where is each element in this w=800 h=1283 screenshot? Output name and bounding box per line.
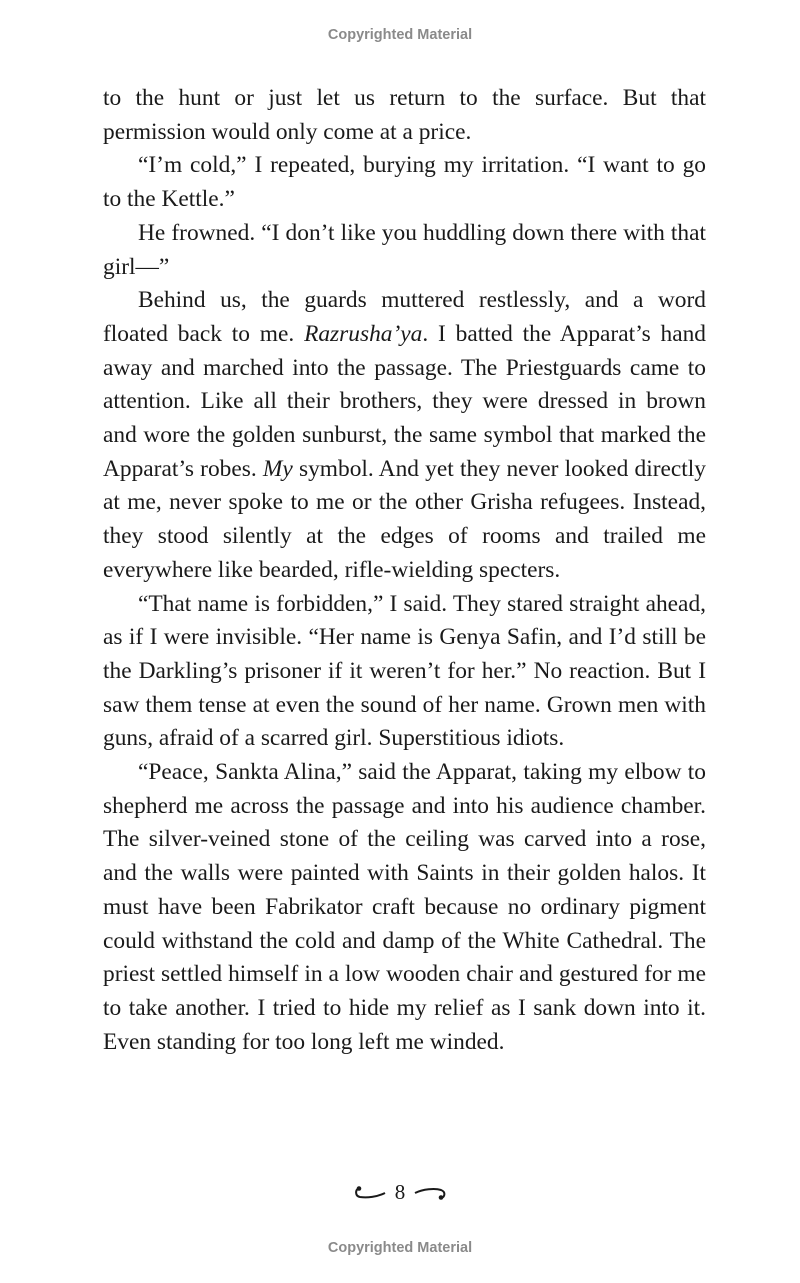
curl-left-ornament-icon [353, 1185, 387, 1201]
paragraph-5-text: “That name is forbidden,” I said. They stared straight ahead, as if I were invisible. “Her name is Genya Safin, and I’d still be the Darkling’s prisoner if it weren’t for her.” No reaction. But I saw them tense at even the sound of her name. Grown men with guns, afraid of a scarred girl. Superstitious idiots. [103, 590, 706, 752]
paragraph-1 [103, 82, 706, 149]
paragraph-4-italic-my: My [262, 455, 293, 482]
paragraph-3-text: He frowned. “I don’t like you huddling down there with that girl—” [103, 219, 706, 280]
page-footer [0, 1180, 800, 1205]
paragraph-4-text-a: Behind us, the guards muttered restlessly, and a word floated back to me. [103, 287, 706, 347]
paragraph-1-text: to the hunt or just let us return to the surface. But that permission would only come at a price. [103, 85, 706, 145]
paragraph-2-text: “I’m cold,” I repeated, burying my irritation. “I want to go to the Kettle.” [103, 152, 706, 213]
paragraph-3 [103, 217, 706, 284]
copyright-watermark-bottom: Copyrighted Material [327, 1240, 473, 1256]
curl-right-ornament-icon [413, 1185, 447, 1201]
paragraph-2 [103, 149, 706, 216]
copyright-watermark-top: Copyrighted Material [327, 27, 473, 43]
body-text [103, 82, 706, 1059]
page-number: 8 [394, 1180, 406, 1204]
paragraph-6 [103, 756, 706, 1059]
paragraph-5 [103, 588, 706, 757]
paragraph-4-text-c: symbol. And yet they never looked directly at me, never spoke to me or the other Grisha refugees. Instead, they stood silently at the edges of rooms and trailed me everywhere like bearded, rifle-wielding specters. [103, 455, 706, 583]
paragraph-4-italic-word: Razrusha’ya [304, 320, 423, 347]
paragraph-4-text-b: . I batted the Apparat’s hand away and marched into the passage. The Priestguards came to attention. Like all their brothers, they were dressed in brown and wore the golden sunburst, the same symbol that marked the Apparat’s robes. [103, 320, 706, 482]
paragraph-4 [103, 284, 706, 587]
paragraph-6-text: “Peace, Sankta Alina,” said the Apparat, taking my elbow to shepherd me across the passage and into his audience chamber. The silver-veined stone of the ceiling was carved into a rose, and the walls were painted with Saints in their golden halos. It must have been Fabrikator craft because no ordinary pigment could withstand the cold and damp of the White Cathedral. The priest settled himself in a low wooden chair and gestured for me to take another. I tried to hide my relief as I sank down into it. Even standing for too long left me winded. [103, 759, 706, 1055]
